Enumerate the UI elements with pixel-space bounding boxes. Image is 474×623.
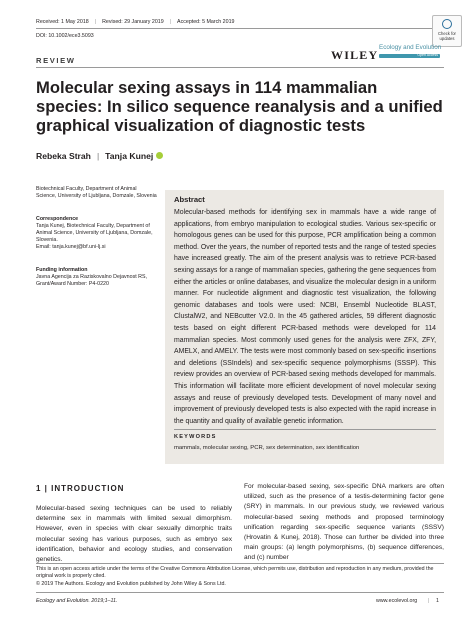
orcid-icon[interactable]	[156, 152, 163, 159]
section-divider	[36, 67, 444, 68]
copyright-text: © 2019 The Authors. Ecology and Evolution published by John Wiley & Sons Ltd.	[36, 581, 226, 587]
author-name: Tanja Kunej	[105, 151, 154, 161]
updates-label: Check for updates	[438, 31, 456, 41]
doi[interactable]: DOI: 10.1002/ece3.5093	[36, 33, 94, 39]
correspondence-block	[36, 216, 158, 251]
open-access-bar	[379, 54, 440, 58]
keywords-divider	[174, 429, 436, 430]
funding-text: Javna Agencija za Raziskovalno Dejavnost RS, Grant/Award Number: P4-0220	[36, 274, 147, 287]
keywords-heading: KEYWORDS	[174, 434, 217, 440]
section-label: REVIEW	[36, 56, 76, 65]
journal-name: Ecology and Evolution	[379, 44, 442, 51]
author-name: Rebeka Strah	[36, 151, 91, 161]
abstract-box	[165, 190, 444, 464]
author-list: Rebeka Strah | Tanja Kunej	[36, 151, 163, 161]
affiliation: Biotechnical Faculty, Department of Animal Science, University of Ljubljana, Domzale, Slovenia	[36, 186, 157, 199]
funding-block	[36, 267, 158, 288]
footer-divider	[36, 563, 444, 564]
page-separator: |	[428, 598, 430, 604]
publisher-logo: WILEY	[331, 48, 379, 62]
introduction-left-column: Molecular-based sexing techniques can be used to reliably determine sex in mammals with limited sexual dimorphism. However, even in species with clear sexually dimorphic traits molecular sexing has various purposes, such as embryo sex identification, behavior and ecology studies, and conservation genetics.	[36, 505, 232, 564]
introduction-right-column: For molecular-based sexing, sex-specific DNA markers are often utilized, such as the presence of a testis-determining factor gene (SRY) in mammals. In our previous study, we reviewed various molecular-based sexing methods and proposed terminology unification regarding sex-specific sequence variants (SSSV) (Hrovatin & Kunej, 2018). Those can further be divided into three main groups: (a) length polymorphisms, (b) sequence differences, and (c) number	[244, 483, 444, 562]
open-access-label: Open Access	[417, 53, 438, 57]
revised-date: Revised: 29 January 2019	[102, 19, 164, 25]
check-for-updates-badge[interactable]	[432, 15, 462, 47]
journal-citation: Ecology and Evolution. 2019;1–11.	[36, 598, 118, 604]
journal-website[interactable]: www.ecolevol.org	[376, 598, 418, 604]
license-text: This is an open access article under the terms of the Creative Commons Attribution License, which permits use, distribution and reproduction in any medium, provided the original work is properly cited.	[36, 566, 434, 579]
correspondence-heading: Correspondence	[36, 216, 79, 222]
article-title: Molecular sexing assays in 114 mammalian species: In silico sequence reanalysis and a unified graphical visualization of diagnostic tests	[36, 78, 443, 135]
received-date: Received: 1 May 2018	[36, 19, 89, 25]
correspondence-text: Tanja Kunej, Biotechnical Faculty, Department of Animal Science, University of Ljubljana, Domzale, Slovenia.	[36, 223, 153, 243]
correspondence-email[interactable]: Email: tanja.kunej@bf.uni-lj.si	[36, 244, 106, 250]
abstract-heading: Abstract	[174, 195, 205, 204]
article-dates: Received: 1 May 2018 | Revised: 29 January 2019 | Accepted: 5 March 2019	[36, 19, 235, 25]
updates-icon	[442, 19, 452, 29]
header-divider	[36, 28, 444, 29]
keywords-list: mammals, molecular sexing, PCR, sex determination, sex identification	[174, 445, 360, 451]
abstract-text: Molecular-based methods for identifying sex in mammals have a wide range of applications, from embryo manipulation to ecological studies. Various sex-specific or homologous genes can be used for this purpose, PCR amplification being a common method. Over the years, the number of reported tests and the range of tested species have increased greatly. The aim of the present analysis was to retrieve PCR-based sexing assays for a range of mammalian species, gathering the gene sequences from either the articles or online databases, and visualize the molecular design in a uniform manner. For nucleotide alignment and diagnostic test visualization, the following genomic databases and tools were used: NCBI, Ensembl Nucleotide BLAST, ClustalW2, and NEBcutter V2.0. In the 45 gathered articles, 59 different diagnostic tests based on eight different PCR-based methods were developed for 114 mammalian species. Most commonly used genes for the analysis were ZFX, ZFY, AMELX, and AMELY. The tests were most commonly based on sex-specific insertions and deletions (SSIndels) and sex-specific sequence polymorphisms (SSSP). This review provides an overview of PCR-based sexing methods developed for mammals. This information will facilitate more efficient development of novel molecular sexing assays and reuse of previously developed tests. Development of many novel and improvement of previously developed tests is also expected with the rapid increase in the quantity and quality of available genetic information.	[174, 209, 436, 425]
funding-heading: Funding information	[36, 267, 88, 273]
page-number: 1	[436, 598, 439, 604]
bottom-divider	[36, 592, 444, 593]
accepted-date: Accepted: 5 March 2019	[177, 19, 235, 25]
introduction-heading: 1 | INTRODUCTION	[36, 484, 125, 493]
